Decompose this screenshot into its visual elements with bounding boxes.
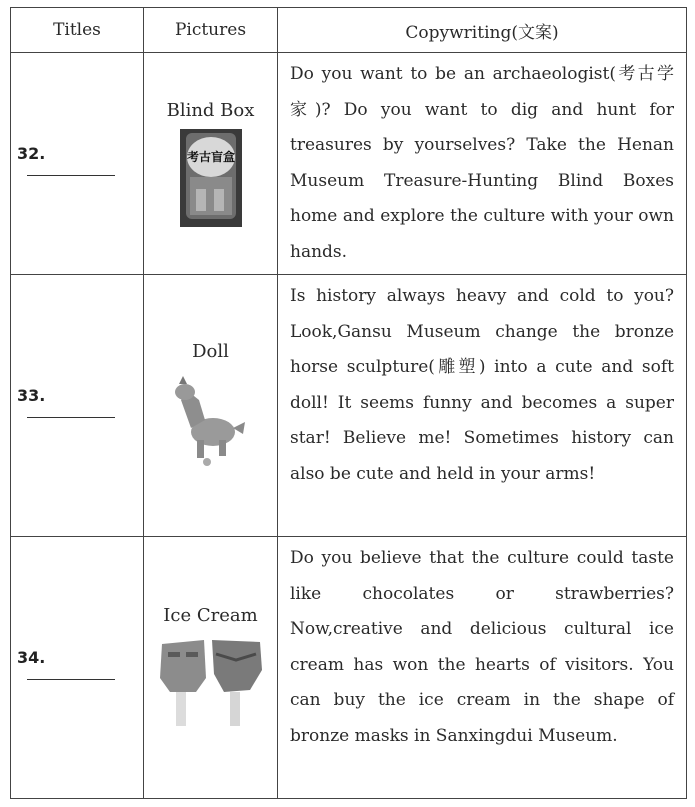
question-number: 33. — [17, 385, 46, 405]
blind-box-logo-text: 考古盲盒 — [186, 150, 235, 164]
answer-blank — [27, 677, 115, 680]
answer-blank — [27, 415, 115, 418]
copywriting-cell: Do you believe that the culture could taste like chocolates or strawberries? Now,creative and delicious cultural ice cream has won the hearts of visitors. You can buy the ice cream in the shape of bronze masks in Sanxingdui Museum. — [278, 537, 687, 799]
picture-label: Ice Cream — [163, 605, 258, 626]
header-copywriting: Copywriting(文案) — [278, 8, 687, 53]
title-cell — [11, 53, 144, 275]
copywriting-cell: Is history always heavy and cold to you? Look,Gansu Museum change the bronze horse sculpture(雕塑) into a cute and soft doll! It seems funny and becomes a super star! Believe me! Sometimes history can also be cute and held in your arms! — [278, 275, 687, 537]
horse-doll-image — [171, 370, 251, 470]
picture-label: Doll — [192, 341, 229, 362]
header-titles: Titles — [11, 8, 144, 53]
blind-box-image — [180, 129, 242, 227]
table-row — [11, 275, 687, 537]
copywriting-cell: Do you want to be an archaeologist(考古学家)? Do you want to dig and hunt for treasures by yourselves? Take the Henan Museum Treasure-Hunting Blind Boxes home and explore the culture with your own hands. — [278, 53, 687, 275]
table-header-row — [11, 8, 687, 53]
table-row — [11, 537, 687, 799]
title-cell — [11, 275, 144, 537]
ice-cream-masks-image — [156, 634, 266, 730]
question-number: 34. — [17, 647, 46, 667]
picture-cell — [144, 53, 278, 275]
header-pictures: Pictures — [144, 8, 278, 53]
question-number: 32. — [17, 143, 46, 163]
table-row — [11, 53, 687, 275]
picture-cell — [144, 537, 278, 799]
museum-products-table — [10, 7, 687, 799]
picture-cell — [144, 275, 278, 537]
title-cell — [11, 537, 144, 799]
answer-blank — [27, 173, 115, 176]
picture-label: Blind Box — [166, 100, 255, 121]
